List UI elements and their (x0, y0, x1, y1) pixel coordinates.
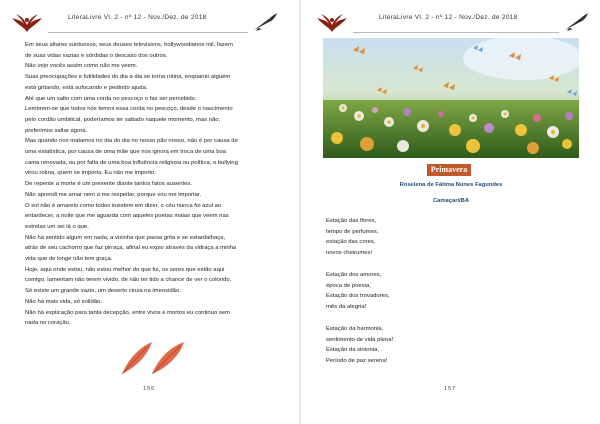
phoenix-icon (10, 12, 44, 34)
text-line: Não há mais vida, só solidão. (25, 298, 102, 305)
text-line: está gritando, está sufocando e pedindo ajuda. (25, 84, 148, 91)
text-line: vida que de longe não tem graça. (25, 256, 113, 263)
text-line: Não vejo vocês assim como não me veem. (25, 63, 138, 70)
poem-line: Estação das flores, (326, 218, 377, 224)
header-rule (353, 32, 559, 33)
essay-text (25, 40, 280, 329)
text-line: cama renovada, ou por falta de uma boa influência religiosa ou política, o bullying (25, 159, 238, 166)
poem-line: novos cheirumes! (326, 250, 373, 257)
left-page (0, 0, 299, 424)
poem-line: tempo de perfumes, (326, 228, 379, 235)
text-line: de suas vidas vazias e sórdidas o descaso dos outros. (25, 52, 168, 59)
text-line: Hoje, aqui onde estou, não estou melhor do que fui, os seres que estão aqui (25, 266, 225, 273)
poem-line: estação das cores, (326, 239, 376, 246)
text-line: Só existe um grande vazio, um deserto cinza na imensidão. (25, 288, 181, 295)
poem-line: Estação dos trovadores, (326, 293, 390, 300)
text-line: Suas preocupações e futilidades do dia a dia se torna rotina, enquanto alguém (25, 74, 231, 81)
text-line: comigo, lamentam não terem vivido, de não ter tido a chance de ver o colorido. (25, 277, 232, 284)
text-line: De repente a morte é um presente diante tantos fatos ausentes. (25, 181, 193, 188)
poem-stanza (326, 216, 446, 259)
text-line: Mas quando nos matamos no dia do dia no nosso pão nosso, não é por causa de (25, 138, 238, 145)
header-title: LiteraLivre Vl. 2 - nº 12 - Nov./Dez. de 2018 (379, 14, 518, 21)
phoenix-icon (315, 12, 349, 34)
text-line: atrás de seu cachorro que faz pirraça, afinal eu expio através da vidraça a minha (25, 245, 237, 252)
text-line: O sol não é amarelo como todos insistem em dizer, o céu nunca foi azul ao (25, 202, 222, 209)
text-line: preferimos saltar agora. (25, 127, 88, 134)
page-number: 157 (444, 386, 457, 392)
poem-place: Camaçari/BA (432, 198, 470, 204)
feather-icon (118, 336, 190, 376)
text-line: Não aprendi me amar nem a me respeitar, porque vou me importar. (25, 191, 202, 198)
text-line: Não há explicação para tanta decepção, entre vivos e mortos eu continuo sem (25, 309, 230, 316)
text-line: Em seus altares suntuosos, seus deuses televisivos, hollywoodianos mil, fazem (25, 42, 233, 48)
text-line: pelo cordão umbilical, poderíamos ter saltado naquele momento, mas não, (25, 116, 221, 123)
text-line: entardecer, a noite que me aguarda com aqueles poetas maias que veem nas (25, 213, 229, 220)
poem-line: mês da alegria! (326, 304, 367, 311)
poem-author: Roselena de Fátima Nunes Fagundes (399, 182, 503, 188)
poem-line: sentimento de vida plena! (326, 336, 394, 343)
poem-line: Estação da harmonia, (326, 326, 384, 332)
page-number: 156 (143, 386, 156, 392)
poem-line: Período de paz serena! (326, 358, 388, 365)
text-line: Lembrem-se que todos nós temos essa corda no pescoço, desde o nascimento (25, 106, 233, 113)
header-title: LiteraLivre Vl. 2 - nº 12 - Nov./Dez. de 2018 (68, 14, 207, 21)
poem-stanza (326, 324, 446, 367)
text-line: Não há sentido algum em nada, a vizinha que passa grita e se estardalhaça, (25, 234, 226, 241)
poem-line: época de poesia, (326, 282, 371, 289)
right-page (301, 0, 600, 424)
poem-line: Estação dos amores, (326, 272, 382, 278)
page-header (301, 6, 600, 32)
text-line: virou rotina, quem se importa. Eu não me importo. (25, 170, 156, 177)
quill-icon (563, 12, 589, 32)
text-line: nada no coração. (25, 320, 71, 327)
text-line: estrelas um sei lá o que. (25, 223, 89, 230)
page-header (0, 6, 299, 32)
poem-title: Primavera (427, 164, 471, 176)
poem-line: Estação da sintonia, (326, 347, 380, 354)
spring-flowers-photo (323, 38, 579, 158)
quill-icon (252, 12, 278, 32)
text-line: Até que um salto com uma corda no pescoço o faz ser percebido. (25, 95, 197, 102)
poem-stanza (326, 270, 446, 313)
header-rule (48, 32, 248, 33)
text-line: uma estatística, por causa de uma mãe que nos ignora em troca de uma boa (25, 149, 227, 156)
